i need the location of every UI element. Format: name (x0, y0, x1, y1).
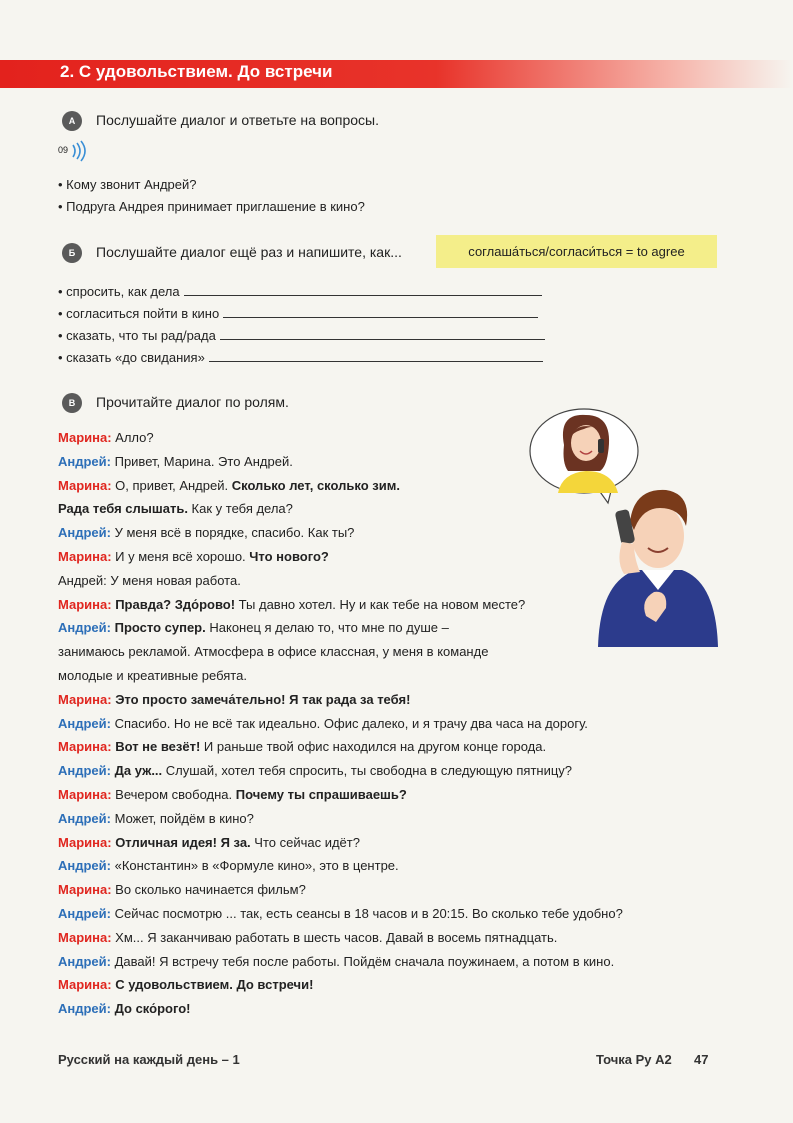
dialog-phrase: И у меня всё хорошо. (111, 548, 250, 564)
speaker-name: Андрей: (58, 620, 111, 636)
dialog-line (58, 997, 658, 1021)
speaker-name: Марина: (58, 430, 112, 445)
dialog-phrase: Может, пойдём в кино? (110, 810, 254, 826)
fill-item (58, 328, 545, 343)
speaker-name: Марина: (58, 691, 112, 707)
dialog-line (58, 664, 658, 688)
dialog-phrase-bold: Сколько лет, сколько зим. (231, 477, 400, 493)
speaker-name: Андрей: (58, 763, 111, 779)
fill-item-label: • согласиться пойти в кино (58, 306, 220, 321)
dialog-phrase: Во сколько начинается фильм? (111, 882, 306, 898)
dialog-phrase: Наконец я делаю то, что мне по душе – (205, 620, 449, 636)
speaker-name: Марина: (58, 477, 112, 493)
dialog-phrase-bold: Правда? Здо́рово! (115, 596, 236, 612)
vocabulary-note: соглаша́ться/согласи́ться = to agree (436, 235, 717, 268)
dialog-phrase: О, привет, Андрей. (111, 477, 232, 493)
dialog-phrase-bold: Отличная идея! Я за. (115, 834, 251, 850)
section-c-instruction: Прочитайте диалог по ролям. (96, 394, 289, 410)
audio-track-number: 09 (58, 145, 69, 155)
speaker-name: Андрей: (58, 453, 111, 469)
dialog-line (58, 688, 658, 712)
section-b-badge: Б (62, 243, 82, 263)
answer-line[interactable] (223, 317, 538, 318)
man-phone-illustration (596, 482, 721, 647)
speaker-name: Марина: (58, 977, 112, 993)
dialog-line (58, 521, 658, 545)
speaker-name: Марина: (58, 929, 112, 945)
dialog-phrase-bold: Просто супер. (114, 620, 206, 636)
speaker-name: Андрей: (58, 858, 111, 874)
dialog-phrase-bold: С удовольствием. До встречи! (115, 977, 314, 993)
answer-line[interactable] (209, 361, 543, 362)
speaker-name: Марина: (58, 786, 112, 802)
speaker-name: Андрей: (58, 715, 111, 731)
dialog-phrase: Ты давно хотел. Ну и как тебе на новом месте? (235, 596, 526, 612)
question-2: • Подруга Андрея принимает приглашение в кино? (58, 199, 365, 214)
dialog-line (58, 759, 658, 783)
dialog-line (58, 926, 658, 950)
speaker-name: Марина: (58, 834, 112, 850)
fill-item-label: • сказать «до свидания» (58, 350, 205, 365)
dialog-phrase: У меня всё в порядке, спасибо. Как ты? (110, 525, 355, 541)
dialog-phrase: Андрей: У меня новая работа. (58, 572, 241, 588)
audio-track-icon[interactable] (58, 140, 88, 162)
dialog-phrase: Как у тебя дела? (187, 501, 293, 517)
dialog-phrase-bold: Это просто замеча́тельно! Я так рада за тебя! (115, 691, 411, 707)
dialog-phrase: Алло? (111, 430, 154, 445)
dialog-line (58, 878, 658, 902)
dialog-line (58, 807, 658, 831)
fill-item (58, 350, 543, 365)
question-1: • Кому звонит Андрей? (58, 177, 197, 192)
dialog-line (58, 616, 658, 640)
dialog-line (58, 902, 658, 926)
dialog-phrase: Давай! Я встречу тебя после работы. Пойдём сначала поужинаем, а потом в кино. (110, 953, 615, 969)
dialog-phrase: Что сейчас идёт? (250, 834, 360, 850)
dialog-phrase-bold: Вот не везёт! (115, 739, 201, 755)
answer-line[interactable] (184, 295, 542, 296)
dialog-phrase: Сейчас посмотрю ... так, есть сеансы в 18 часов и в 20:15. Во сколько тебе удобно? (110, 905, 623, 921)
dialog-phrase: Слушай, хотел тебя спросить, ты свободна в следующую пятницу? (162, 763, 573, 779)
fill-item (58, 284, 542, 299)
section-title: 2. С удовольствием. До встречи (60, 62, 333, 81)
dialog-line (58, 973, 658, 997)
dialog-phrase-bold: До ско́рого! (114, 1001, 191, 1017)
dialog-line (58, 569, 658, 593)
section-a-instruction: Послушайте диалог и ответьте на вопросы. (96, 112, 379, 128)
footer-series-title: Точка Ру А2 (596, 1052, 672, 1067)
section-c-badge: В (62, 393, 82, 413)
dialog-phrase-bold: Что нового? (249, 548, 329, 564)
dialog-phrase: Вечером свободна. (111, 786, 236, 802)
dialog-phrase: Привет, Марина. Это Андрей. (110, 453, 293, 469)
speaker-name: Марина: (58, 882, 112, 898)
dialog-phrase-bold: Да уж... (114, 763, 163, 779)
dialog-line (58, 640, 658, 664)
speaker-name: Андрей: (58, 525, 111, 541)
dialog-line (58, 854, 658, 878)
dialog-line (58, 593, 658, 617)
dialog-line (58, 950, 658, 974)
speaker-name: Андрей: (58, 810, 111, 826)
dialog-phrase: «Константин» в «Формуле кино», это в центре. (110, 858, 399, 874)
dialog-phrase: Хм... Я заканчиваю работать в шесть часов. Давай в восемь пятнадцать. (111, 929, 558, 945)
section-a-badge: A (62, 111, 82, 131)
speaker-name: Андрей: (58, 1001, 111, 1017)
answer-line[interactable] (220, 339, 545, 340)
speaker-name: Андрей: (58, 953, 111, 969)
page-number: 47 (694, 1052, 709, 1067)
dialog-phrase-bold: Почему ты спрашиваешь? (235, 786, 407, 802)
section-b-instruction: Послушайте диалог ещё раз и напишите, как... (96, 244, 402, 260)
dialog-phrase: молодые и креативные ребята. (58, 667, 247, 683)
fill-item-label: • спросить, как дела (58, 284, 180, 299)
dialog-phrase: занимаюсь рекламой. Атмосфера в офисе классная, у меня в команде (58, 644, 489, 660)
dialog-line (58, 712, 658, 736)
dialog-line (58, 831, 658, 855)
speaker-name: Андрей: (58, 905, 111, 921)
footer-book-title: Русский на каждый день – 1 (58, 1052, 240, 1067)
dialog-phrase: И раньше твой офис находился на другом конце города. (200, 739, 547, 755)
speaker-name: Марина: (58, 596, 112, 612)
dialog-line (58, 783, 658, 807)
dialog-line (58, 545, 658, 569)
dialog-text (58, 426, 658, 1021)
dialog-line (58, 735, 658, 759)
fill-item (58, 306, 538, 321)
dialog-phrase-bold: Рада тебя слышать. (58, 501, 188, 517)
dialog-phrase: Спасибо. Но не всё так идеально. Офис далеко, и я трачу два часа на дорогу. (110, 715, 588, 731)
speaker-name: Марина: (58, 548, 112, 564)
sound-wave-icon (58, 140, 88, 162)
speaker-name: Марина: (58, 739, 112, 755)
fill-item-label: • сказать, что ты рад/рада (58, 328, 216, 343)
